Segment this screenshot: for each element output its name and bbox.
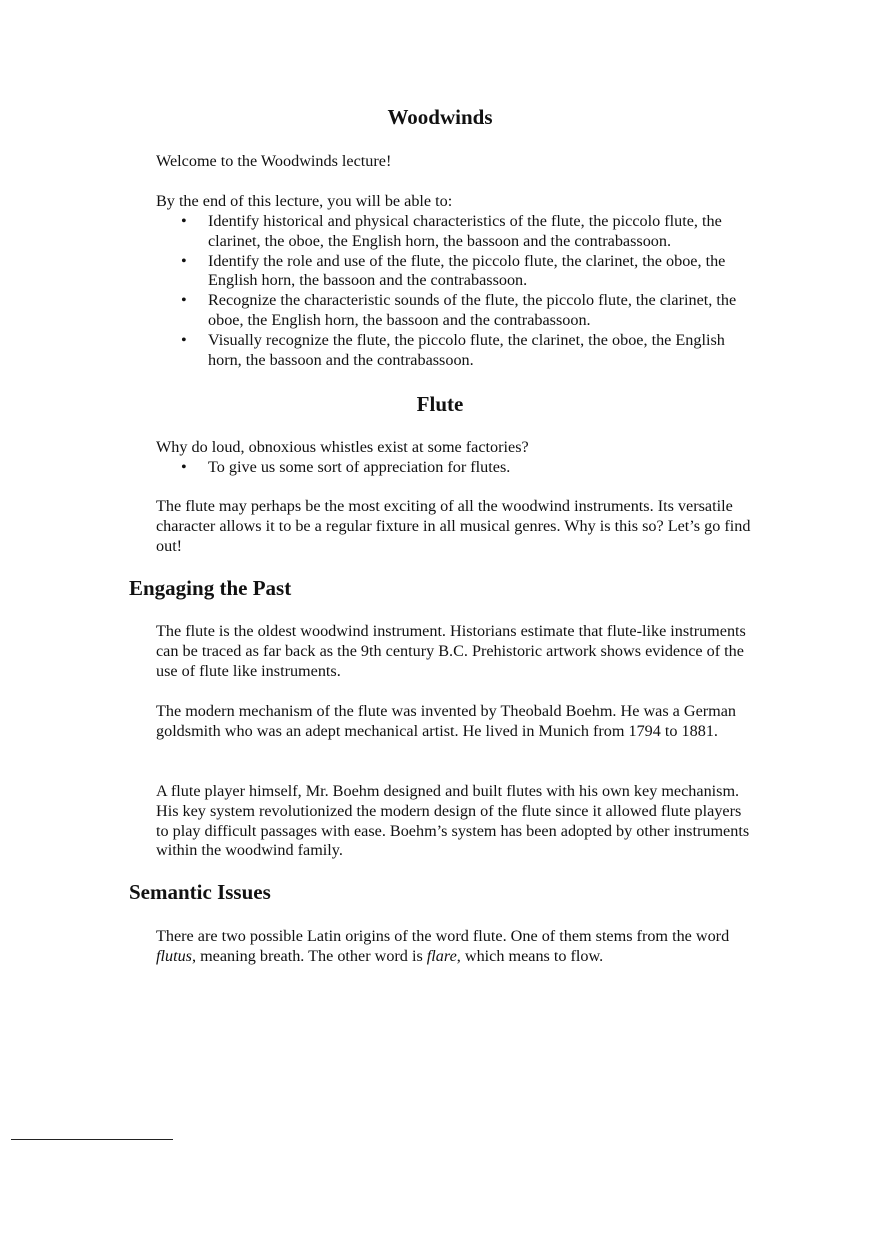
past-paragraph-2: The modern mechanism of the flute was invented by Theobald Boehm. He was a German goldsmith who was an adept mechanical artist. He lived in Munich from 1794 to 1881. <box>156 702 737 740</box>
page-title: Woodwinds <box>387 105 493 129</box>
bullet-icon: • <box>181 458 187 476</box>
objective-text: Recognize the characteristic sounds of the flute, the piccolo flute, the clarinet, the oboe, the English horn, the bassoon and the contrabassoon. <box>208 291 737 329</box>
bullet-icon: • <box>181 251 187 270</box>
footnote-separator <box>11 1139 173 1140</box>
past-paragraph-1: The flute is the oldest woodwind instrument. Historians estimate that flute-like instruments can be traced as far back as the 9th century B.C. Prehistoric artwork shows evidence of the use of flute like instruments. <box>156 622 746 680</box>
semantic-text-b: , meaning breath. The other word is <box>191 946 427 965</box>
flute-heading: Flute <box>416 392 464 416</box>
flute-answer: To give us some sort of appreciation for flutes. <box>208 458 511 476</box>
past-paragraph-3: A flute player himself, Mr. Boehm designed and built flutes with his own key mechanism. His key system revolutionized the modern design of the flute since it allowed flute players to play difficult passages with ease. Boehm’s system has been adopted by other instruments within the woodwind family. <box>156 782 750 860</box>
objective-text: Identify the role and use of the flute, the piccolo flute, the clarinet, the oboe, the English horn, the bassoon and the contrabassoon. <box>208 251 726 290</box>
flute-intro: The flute may perhaps be the most exciting of all the woodwind instruments. Its versatile character allows it to be a regular fixture in all musical genres. Why is this so? Let’s go find out! <box>156 497 751 555</box>
engaging-past-heading: Engaging the Past <box>129 576 292 600</box>
list-item <box>156 291 756 331</box>
list-item <box>156 458 756 478</box>
semantic-issues-heading: Semantic Issues <box>129 880 271 904</box>
latin-word-flutus: flutus <box>156 946 192 965</box>
list-item <box>156 331 756 371</box>
latin-word-flare: flare <box>426 946 457 965</box>
semantic-paragraph <box>156 927 756 967</box>
objective-text: Visually recognize the flute, the piccolo flute, the clarinet, the oboe, the English horn, the bassoon and the contrabassoon. <box>208 330 725 369</box>
flute-question: Why do loud, obnoxious whistles exist at some factories? <box>156 438 529 456</box>
semantic-text-c: , which means to flow. <box>456 946 604 965</box>
list-item <box>156 212 756 252</box>
semantic-text-a: There are two possible Latin origins of the word flute. One of them stems from the word <box>156 927 730 945</box>
bullet-icon: • <box>181 212 187 230</box>
objectives-list <box>156 212 756 370</box>
bullet-icon: • <box>181 330 187 349</box>
welcome-text: Welcome to the Woodwinds lecture! <box>156 152 392 170</box>
objective-text: Identify historical and physical characteristics of the flute, the piccolo flute, the clarinet, the oboe, the English horn, the bassoon and the contrabassoon. <box>208 212 722 250</box>
bullet-icon: • <box>181 291 187 310</box>
flute-answer-list <box>156 458 756 478</box>
objectives-intro: By the end of this lecture, you will be able to: <box>156 192 453 210</box>
list-item <box>156 252 756 292</box>
